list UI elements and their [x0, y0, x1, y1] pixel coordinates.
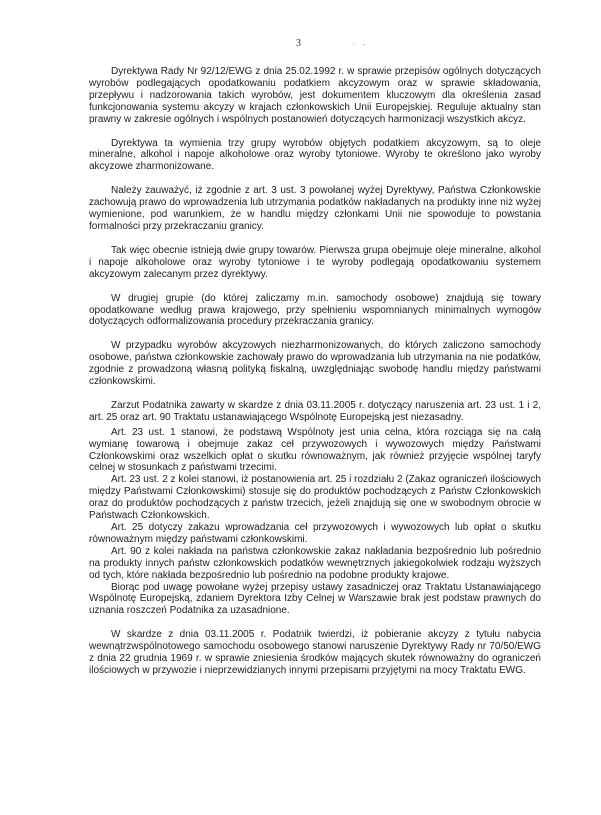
paragraph-art-90: Art. 90 z kolei nakłada na państwa członkowskie zakaz nakładania bezpośrednio lub pośrednio na produkty innych państw członkowskich podatków wewnętrznych jakiegokolwiek rodzaju wyższych od tych, które nakłada bezpośrednio lub pośrednio na podobne produkty krajowe. [89, 545, 541, 581]
scan-mark: · - [352, 40, 369, 49]
paragraph-second-group: W drugiej grupie (do której zaliczamy m.in. samochody osobowe) znajdują się towary opodatkowane według prawa krajowego, przy spełnieniu wspomnianych minimalnych wymogów dotyczących odformalizowania procedury przekraczania granicy. [89, 292, 541, 328]
paragraph-taxpayer-claim: Zarzut Podatnika zawarty w skardze z dnia 03.11.2005 r. dotyczący naruszenia art. 23 ust. 1 i 2, art. 25 oraz art. 90 Traktatu ustanawiającego Wspólnotę Europejską jest niezasadny. [89, 399, 541, 423]
paragraph-directive-70-50: W skardze z dnia 03.11.2005 r. Podatnik twierdzi, iż pobieranie akcyzy z tytułu nabycia wewnątrzwspólnotowego samochodu osobowego stanowi naruszenie Dyrektywy Rady nr 70/50/EWG z dnia 22 grudnia 1969 r. w sprawie zniesienia środków mających skutek równoważny do ograniczeń ilościowych w przywozie i nieprzewidzianych innymi przepisami przyjętymi na mocy Traktatu EWG. [89, 629, 541, 676]
paragraph-directive-92-12: Dyrektywa Rady Nr 92/12/EWG z dnia 25.02.1992 r. w sprawie przepisów ogólnych dotyczących wyrobów podlegających opodatkowaniu podatkiem akcyzowym oraz w sprawie składowania, przepływu i nadzorowania takich wyrobów, jest dokumentem kluczowym dla określenia zasad funkcjonowania systemu akcyzy w krajach członkowskich Unii Europejskiej. Reguluje aktualny stan prawny w zakresie ogólnych i wspólnych postanowień dotyczących harmonizacji wszystkich akcyz. [89, 66, 541, 125]
paragraph-non-harmonized: W przypadku wyrobów akcyzowych niezharmonizowanych, do których zaliczono samochody osobowe, państwa członkowskie zachowały prawo do wprowadzania lub utrzymania na nie podatków, zgodnie z prowadzoną własną polityką fiskalną, uwzględniając swobodę handlu między państwami członkowskimi. [89, 340, 541, 388]
document-body [89, 66, 541, 677]
paragraph-art-23-ust-1: Art. 23 ust. 1 stanowi, że podstawą Wspólnoty jest unia celna, która rozciąga się na całą wymianę towarową i obejmuje zakaz ceł przywozowych i wywozowych między Państwami Członkowskimi oraz wszelkich opłat o skutku równoważnym, jak również przyjęcie wspólnej taryfy celnej w stosunkach z państwami trzecimi. [89, 426, 541, 474]
paragraph-art-3-ust-3: Należy zauważyć, iż zgodnie z art. 3 ust. 3 powołanej wyżej Dyrektywy, Państwa Członkowskie zachowują prawo do wprowadzenia lub utrzymania podatków nakładanych na produkty inne niż wyżej wymienione, pod warunkiem, że w handlu między członkami Unii nie spowoduje to powstania formalności przy przekraczaniu granicy. [89, 185, 541, 232]
paragraph-conclusion: Biorąc pod uwagę powołane wyżej przepisy ustawy zasadniczej oraz Traktatu Ustanawiającego Wspólnotę Europejską, zdaniem Dyrektora Izby Celnej w Warszawie brak jest podstaw prawnych do uznania roszczeń Podatnika za uzasadnione. [89, 581, 541, 617]
page-number: 3 [296, 38, 301, 49]
paragraph-three-groups: Dyrektywa ta wymienia trzy grupy wyrobów objętych podatkiem akcyzowym, są to oleje mineralne, alkohol i napoje alkoholowe oraz wyroby tytoniowe. Wyroby te określono jako wyroby akcyzowe zharmonizowane. [89, 137, 541, 173]
paragraph-two-groups: Tak więc obecnie istnieją dwie grupy towarów. Pierwsza grupa obejmuje oleje mineralne, alkohol i napoje alkoholowe oraz wyroby tytoniowe i te wyroby podlegają opodatkowaniu systemem akcyzowym zalecanym przez dyrektywy. [89, 244, 541, 280]
paragraph-art-25: Art. 25 dotyczy zakazu wprowadzania ceł przywozowych i wywozowych lub opłat o skutku równoważnym między państwami członkowskimi. [89, 522, 541, 545]
paragraph-art-23-ust-2: Art. 23 ust. 2 z kolei stanowi, iż postanowienia art. 25 i rozdziału 2 (Zakaz ograniczeń ilościowych między Państwami Członkowskimi) stosuje się do produktów pochodzących z Państw Członkowskich oraz do produktów pochodzących z państw trzecich, jeżeli znajdują się one w swobodnym obrocie w Państwach Członkowskich. [89, 474, 541, 522]
